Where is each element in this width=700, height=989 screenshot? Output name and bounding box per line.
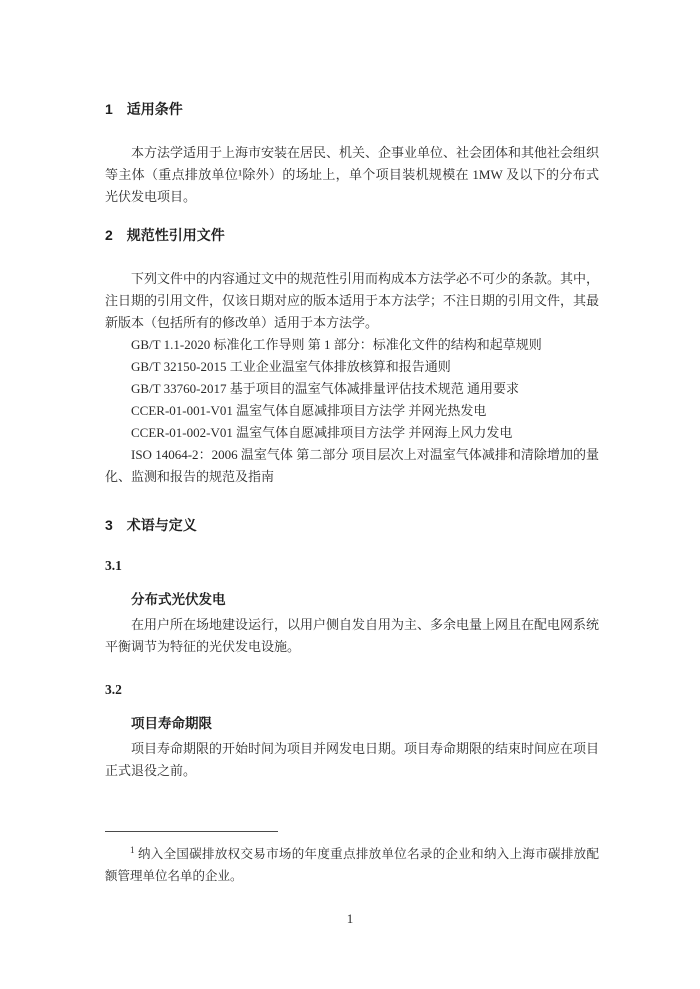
section-1-heading bbox=[105, 100, 599, 118]
term-name: 分布式光伏发电 bbox=[131, 592, 226, 607]
section-2-title: 规范性引用文件 bbox=[126, 227, 225, 243]
reference-item: CCER-01-002-V01 温室气体自愿减排项目方法学 并网海上风力发电 bbox=[131, 425, 513, 440]
section-3-number: 3 bbox=[105, 517, 113, 533]
section-2-number: 2 bbox=[105, 227, 113, 243]
section-1-title: 适用条件 bbox=[126, 101, 183, 117]
reference-item: GB/T 1.1-2020 标准化工作导则 第 1 部分：标准化文件的结构和起草规则 bbox=[131, 337, 542, 352]
term-block-3-2 bbox=[105, 680, 599, 782]
footnote-area bbox=[105, 831, 599, 887]
section-3-heading bbox=[105, 516, 599, 534]
reference-item: CCER-01-001-V01 温室气体自愿减排项目方法学 并网光热发电 bbox=[131, 403, 487, 418]
reference-item: ISO 14064-2：2006 温室气体 第二部分 项目层次上对温室气体减排和清除增加的量化、监测和报告的规范及指南 bbox=[105, 447, 599, 484]
section-1-paragraph: 本方法学适用于上海市安装在居民、机关、企事业单位、社会团体和其他社会组织等主体（重点排放单位¹除外）的场址上，单个项目装机规模在 1MW 及以下的分布式光伏发电项目。 bbox=[105, 145, 600, 204]
reference-item: GB/T 33760-2017 基于项目的温室气体减排量评估技术规范 通用要求 bbox=[131, 381, 519, 396]
document-content bbox=[105, 100, 599, 782]
section-3-title: 术语与定义 bbox=[126, 517, 197, 533]
term-number: 3.2 bbox=[105, 682, 122, 697]
term-name: 项目寿命期限 bbox=[131, 716, 212, 731]
reference-list bbox=[105, 334, 599, 488]
footnote-body: 纳入全国碳排放权交易市场的年度重点排放单位名录的企业和纳入上海市碳排放配额管理单位名单的企业。 bbox=[105, 847, 599, 883]
footnote-text bbox=[105, 843, 599, 887]
footnote-divider bbox=[105, 831, 278, 832]
term-number: 3.1 bbox=[105, 558, 122, 573]
reference-item: GB/T 32150-2015 工业企业温室气体排放核算和报告通则 bbox=[131, 359, 451, 374]
footnote-marker: 1 bbox=[130, 844, 135, 855]
term-definition: 在用户所在场地建设运行，以用户侧自发自用为主、多余电量上网且在配电网系统平衡调节为特征的光伏发电设施。 bbox=[105, 617, 600, 654]
section-2-heading bbox=[105, 226, 599, 244]
term-block-3-1 bbox=[105, 556, 599, 658]
section-1-number: 1 bbox=[105, 101, 113, 117]
page-number: 1 bbox=[346, 911, 354, 926]
term-definition: 项目寿命期限的开始时间为项目并网发电日期。项目寿命期限的结束时间应在项目正式退役之前。 bbox=[105, 741, 600, 778]
section-2-paragraph: 下列文件中的内容通过文中的规范性引用而构成本方法学必不可少的条款。其中，注日期的引用文件，仅该日期对应的版本适用于本方法学；不注日期的引用文件，其最新版本（包括所有的修改单）适用于本方法学。 bbox=[105, 271, 600, 330]
